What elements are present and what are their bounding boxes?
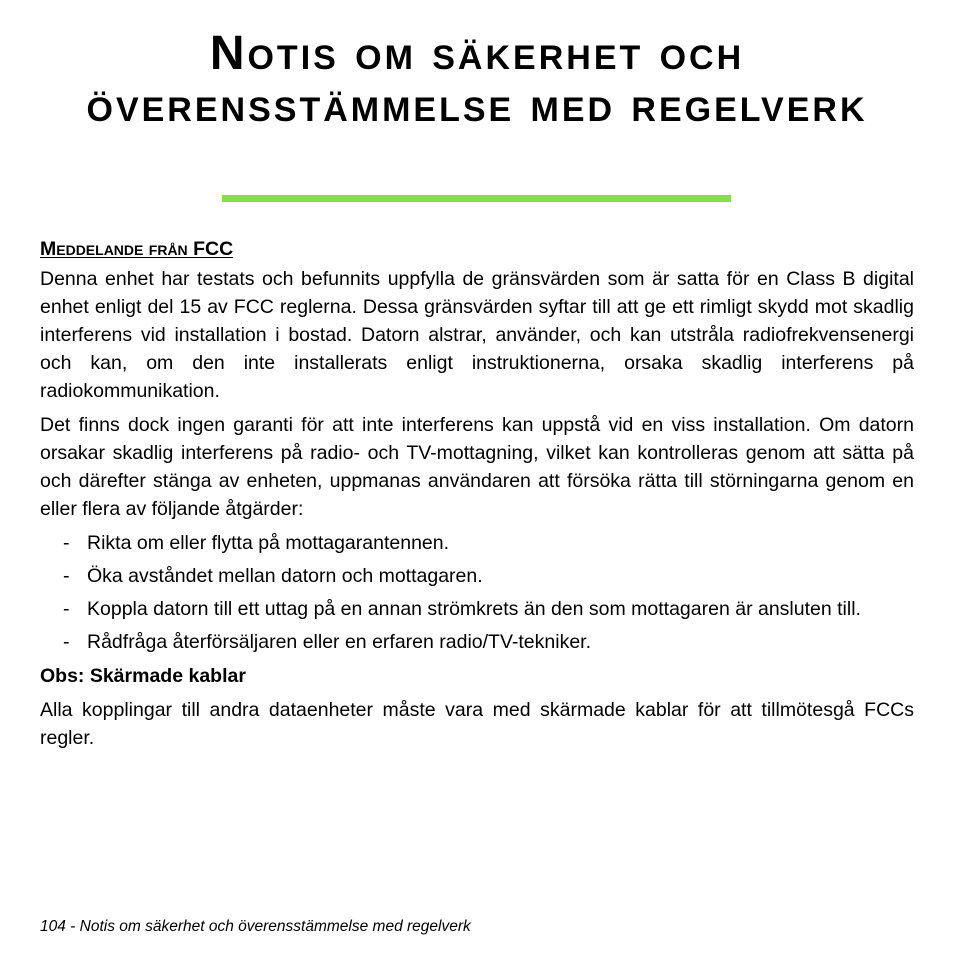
- bullet-dash: -: [63, 565, 70, 587]
- list-item: [40, 628, 914, 656]
- bullet-dash: -: [63, 631, 70, 653]
- title-underline-rule: [222, 195, 731, 202]
- list-item: [40, 595, 914, 623]
- list-item-text: Rikta om eller flytta på mottagarantennen.: [87, 532, 450, 554]
- list-item-text: Koppla datorn till ett uttag på en annan strömkrets än den som mottagaren är ansluten till.: [87, 598, 861, 620]
- section-heading-fcc: Meddelande från FCC: [40, 238, 234, 260]
- measures-list: [40, 529, 914, 656]
- note-paragraph: Alla kopplingar till andra dataenheter måste vara med skärmade kablar för att tillmötesgå FCCs regler.: [40, 699, 914, 749]
- bullet-dash: -: [63, 532, 70, 554]
- bullet-dash: -: [63, 598, 70, 620]
- paragraph-2: Det finns dock ingen garanti för att inte interferens kan uppstå vid en viss installation. Om datorn orsakar skadlig interferens på radio- och TV-mottagning, vilket kan kontrolleras genom att sätta på och därefter stänga av enheten, uppmanas användaren att försöka rätta till störningarna genom en eller flera av följande åtgärder:: [40, 414, 914, 520]
- list-item: [40, 529, 914, 557]
- note-heading: Obs: Skärmade kablar: [40, 665, 246, 687]
- page-title: Notis om säkerhet och överensstämmelse med regelverk: [86, 27, 868, 132]
- page-footer: 104 - Notis om säkerhet och överensstämmelse med regelverk: [40, 918, 471, 935]
- list-item: [40, 562, 914, 590]
- list-item-text: Rådfråga återförsäljaren eller en erfaren radio/TV-tekniker.: [87, 631, 592, 653]
- document-body: [40, 237, 914, 758]
- paragraph-1: Denna enhet har testats och befunnits uppfylla de gränsvärden som är satta för en Class B digital enhet enligt del 15 av FCC reglerna. Dessa gränsvärden syftar till att ge ett rimligt skydd mot skadlig interferens vid installation i bostad. Datorn alstrar, använder, och kan utstråla radiofrekvensenergi och kan, om den inte installerats enligt instruktionerna, orsaka skadlig interferens på radiokommunikation.: [40, 268, 914, 402]
- list-item-text: Öka avståndet mellan datorn och mottagaren.: [87, 565, 483, 587]
